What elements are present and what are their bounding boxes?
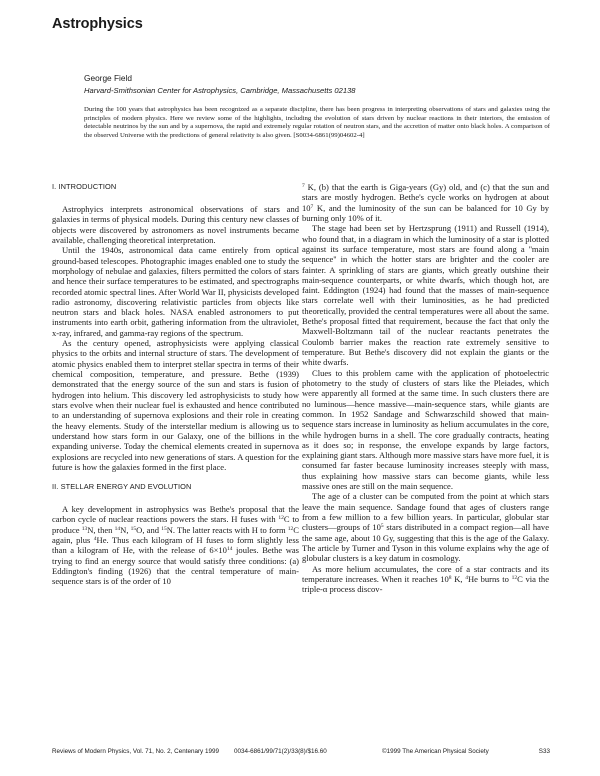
paragraph: The age of a cluster can be computed from the point at which stars leave the main sequence. Sandage found that ages of clusters range from a few million to a few billion years. In particular, globular star clusters—groups of $10^5$ stars distributed in a compact region—all have the same age, about 10 Gy, suggesting that this is the age of the Galaxy. The article by Turner and Tyson in this volume explains why the age of globular clusters is a key datum in cosmology. — [302, 491, 549, 564]
paragraph: Astrophyics interprets astronomical observations of stars and galaxies in terms of physical models. During this century new classes of objects were discovered by astronomers as novel instruments became available, challenging theoretical interpretation. — [52, 204, 299, 245]
author-affiliation: Harvard-Smithsonian Center for Astrophysics, Cambridge, Massachusetts 02138 — [84, 86, 356, 95]
left-column — [52, 182, 299, 587]
paragraph: Until the 1940s, astronomical data came entirely from optical ground-based telescopes. Photographic images enabled one to study the morphology of nebulae and galaxies, filters permitted the colors of stars and hence their surface temperatures to be estimated, and spectrographs recorded atomic spectral lines. After World War II, physicists developed radio astronomy, discovering relativistic particles from objects like neutron stars and black holes. NASA enabled astronomers to put instruments into earth orbit, gathering information from the ultraviolet, x-ray, infrared, and gamma-ray regions of the spectrum. — [52, 245, 299, 338]
section-heading-introduction: I. INTRODUCTION — [52, 182, 117, 191]
section-heading-stellar-energy: II. STELLAR ENERGY AND EVOLUTION — [52, 482, 192, 492]
paragraph-bethe-proposal: A key development in astrophysics was Bethe's proposal that the carbon cycle of nuclear reactions powers the stars. H fuses with $^{12}$C to produce $^{13}$N, then $^{14}$N, $^{15}$O, and $^{15}$N. The latter reacts with H to form $^{12}$C again, plus $^4$He. Thus each kilogram of H fuses to form slightly less than a kilogram of He, with the release of $6\times 10^{14}$ joules. Bethe was trying to find an energy source that would satisfy three conditions: (a) Eddington's finding (1926) that the central temperature of main-sequence stars is of the order of 10 — [52, 504, 299, 587]
paragraph: Clues to this problem came with the application of photoelectric photometry to the study of clusters of stars like the Pleiades, which were apparently all formed at the same time. In such clusters there are no luminous—hence massive—main-sequence stars, while giants are common. In 1952 Sandage and Schwarzschild showed that main-sequence stars increase in luminosity as helium accumulates in the core, while hydrogen burns in a shell. The core gradually contracts, heating as it does so; in response, the envelope expands by large factors, explaining giant stars. Although more massive stars have more fuel, it is consumed far faster because luminosity increases steeply with mass, thus explaining how massive stars can become giants, while less massive ones are still on the main sequence. — [302, 367, 549, 492]
footer-journal: Reviews of Modern Physics, Vol. 71, No. 2, Centenary 1999 — [52, 748, 219, 755]
author-name: George Field — [84, 73, 132, 83]
paragraph: As more helium accumulates, the core of a star contracts and its temperature increases. When it reaches $10^8$ K, $^4$He burns to $^{12}$C via the triple-α process discov- — [302, 563, 550, 595]
paragraph: As the century opened, astrophysicists were applying classical physics to the orbits and internal structure of stars. The development of atomic physics enabled them to interpret stellar spectra in terms of their chemical composition, temperature, and pressure. Bethe (1939) demonstrated that the energy source of the sun and stars is fusion of hydrogen into helium. This discovery led astrophysicists to study how stars evolve when their nuclear fuel is exhausted and hence contributed to an understanding of supernova explosions and their role in creating the heavy elements. Study of the interstellar medium is allowing us to understand how stars form in our Galaxy, one of the billions in the expanding universe. Today the chemical elements created in supernova explosions are recycled into new generations of stars. A question for the future is how the galaxies formed in the first place. — [52, 338, 299, 472]
paragraph: The stage had been set by Hertzsprung (1911) and Russell (1914), who found that, in a diagram in which the luminosity of a star is plotted against its surface temperature, most stars are found along a ''main sequence'' in which the hotter stars are brighter and the cooler are fainter. A sprinkling of stars are giants, which greatly outshine their main-sequence counterparts, or white dwarfs, which though hot, are faint. Eddington (1924) had found that the masses of main-sequence stars correlate well with their luminosities, as he had predicted theoretically, provided the central temperatures were all about the same. Bethe's proposal fitted that requirement, because the fact that only the Maxwell-Boltzmann tail of the nuclear reactants penetrates the Coulomb barrier makes the reaction rate extremely sensitive to temperature. But Bethe's discovery did not explain the giants or the white dwarfs. — [302, 223, 549, 368]
paper-title: Astrophysics — [52, 16, 143, 32]
footer-copyright: ©1999 The American Physical Society — [382, 748, 489, 755]
page-number: S33 — [538, 748, 550, 755]
paragraph-continued: $^7$ K, (b) that the earth is Giga-years (Gy) old, and (c) that the sun and stars are mostly hydrogen. Bethe's cycle works on hydrogen at about $10^7$ K, and the luminosity of the sun can be balanced for 10 Gy by burning only 10% of it. — [302, 182, 549, 223]
right-column — [302, 182, 549, 595]
abstract: During the 100 years that astrophysics has been recognized as a separate discipline, there has been progress in interpreting observations of stars and galaxies using the principles of modern physics. Here we review some of the highlights, including the evolution of stars driven by nuclear reactions in their interiors, the emission of detectable neutrinos by the sun and by a supernova, the rapid and extremely regular rotation of neutron stars, and the accretion of matter onto black holes. A comparison of the observed Universe with the predictions of general relativity is also given. [S0034-6861(99)04602-4] — [84, 106, 550, 140]
footer-code: 0034-6861/99/71(2)/33(8)/$16.60 — [234, 748, 327, 755]
